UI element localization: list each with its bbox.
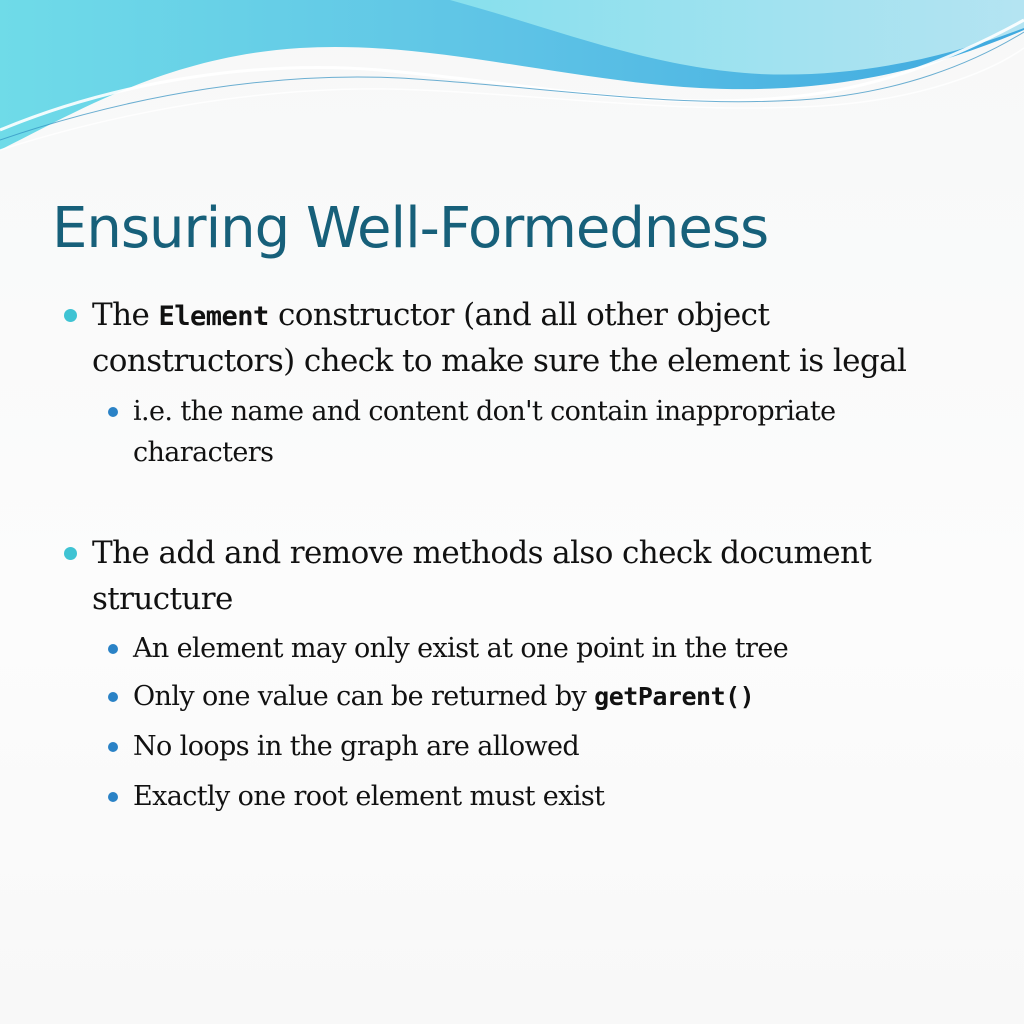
sub-bullet-2-1: An element may only exist at one point in the tree — [133, 633, 789, 664]
bullet-dot-icon — [64, 547, 77, 560]
sub-bullet-dot-icon — [108, 792, 118, 802]
sub-bullet-2-2 — [133, 676, 993, 717]
element-code: Element — [158, 301, 269, 332]
sub-bullet-2-3: No loops in the graph are allowed — [133, 731, 580, 762]
sub-bullet-dot-icon — [108, 742, 118, 752]
sub-bullet-1-1-line-2: characters — [133, 437, 274, 468]
sub-bullet-dot-icon — [108, 407, 118, 417]
getparent-code: getParent() — [594, 682, 755, 711]
sub-bullet-dot-icon — [108, 692, 118, 702]
slide-title: Ensuring Well-Formedness — [52, 196, 769, 261]
bullet-1-line-1 — [92, 292, 992, 340]
header-wave-decoration — [0, 0, 1024, 170]
bullet-1-line-2: constructors) check to make sure the element is legal — [92, 343, 907, 379]
bullet-dot-icon — [64, 309, 77, 322]
bullet-1-prefix: The — [92, 297, 159, 333]
sub-bullet-2-2-prefix: Only one value can be returned by — [133, 681, 595, 712]
sub-bullet-dot-icon — [108, 644, 118, 654]
sub-bullet-2-4: Exactly one root element must exist — [133, 781, 605, 812]
bullet-2-line-1: The add and remove methods also check document — [92, 535, 872, 571]
bullet-1-suffix: constructor (and all other object — [268, 297, 770, 333]
sub-bullet-1-1-line-1: i.e. the name and content don't contain inappropriate — [133, 396, 836, 427]
bullet-2-line-2: structure — [92, 581, 233, 617]
